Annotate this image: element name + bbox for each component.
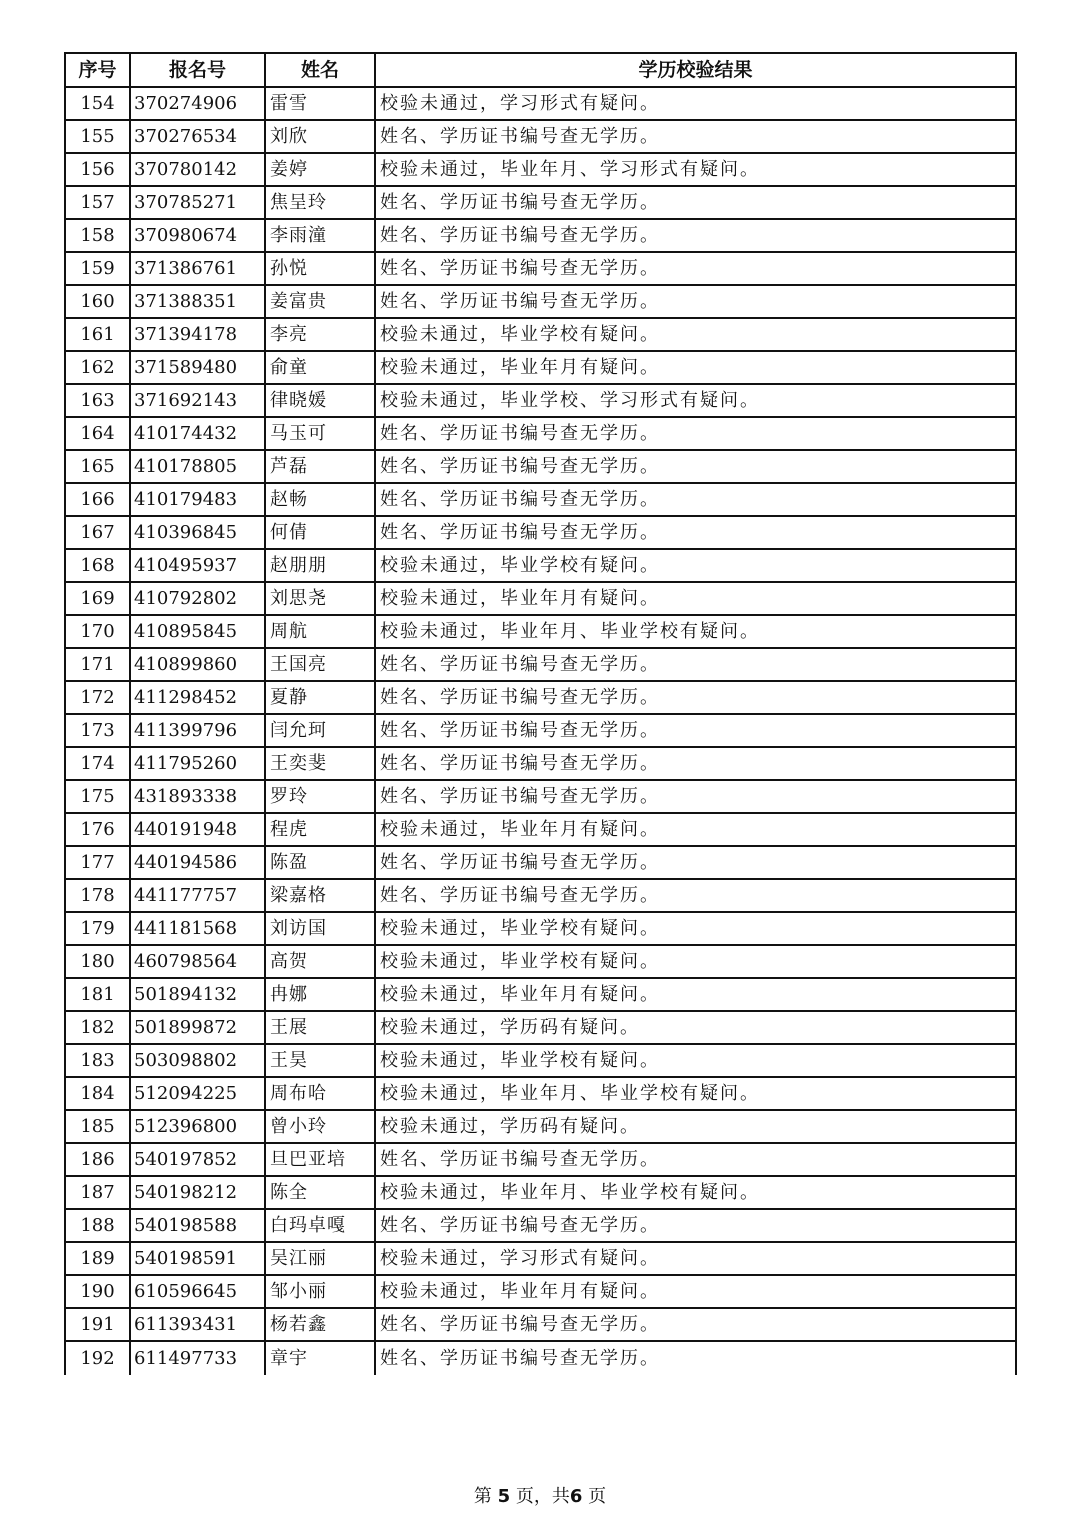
table-row xyxy=(65,549,1016,582)
cell-seq: 171 xyxy=(65,648,130,681)
cell-reg-no: 411795260 xyxy=(130,747,265,780)
table-row xyxy=(65,879,1016,912)
cell-reg-no: 410895845 xyxy=(130,615,265,648)
cell-result: 姓名、学历证书编号查无学历。 xyxy=(375,186,1016,219)
table-row xyxy=(65,714,1016,747)
cell-seq: 169 xyxy=(65,582,130,615)
cell-name: 姜婷 xyxy=(265,153,375,186)
cell-reg-no: 371388351 xyxy=(130,285,265,318)
table-row xyxy=(65,450,1016,483)
cell-result: 校验未通过，毕业年月有疑问。 xyxy=(375,351,1016,384)
cell-name: 周航 xyxy=(265,615,375,648)
cell-result: 校验未通过，学习形式有疑问。 xyxy=(375,87,1016,120)
cell-seq: 173 xyxy=(65,714,130,747)
cell-seq: 192 xyxy=(65,1341,130,1375)
table-row xyxy=(65,1242,1016,1275)
cell-result: 校验未通过，毕业年月、学习形式有疑问。 xyxy=(375,153,1016,186)
table-row xyxy=(65,285,1016,318)
cell-result: 姓名、学历证书编号查无学历。 xyxy=(375,648,1016,681)
cell-reg-no: 431893338 xyxy=(130,780,265,813)
cell-reg-no: 540197852 xyxy=(130,1143,265,1176)
table-row xyxy=(65,318,1016,351)
cell-result: 校验未通过，毕业学校有疑问。 xyxy=(375,549,1016,582)
cell-seq: 156 xyxy=(65,153,130,186)
cell-seq: 165 xyxy=(65,450,130,483)
cell-result: 校验未通过，毕业学校、学习形式有疑问。 xyxy=(375,384,1016,417)
cell-result: 校验未通过，毕业年月、毕业学校有疑问。 xyxy=(375,615,1016,648)
cell-result: 姓名、学历证书编号查无学历。 xyxy=(375,747,1016,780)
cell-seq: 158 xyxy=(65,219,130,252)
cell-name: 赵畅 xyxy=(265,483,375,516)
cell-name: 赵朋朋 xyxy=(265,549,375,582)
cell-reg-no: 410792802 xyxy=(130,582,265,615)
results-table xyxy=(64,52,1017,1375)
cell-reg-no: 410396845 xyxy=(130,516,265,549)
cell-name: 旦巴亚培 xyxy=(265,1143,375,1176)
cell-reg-no: 440191948 xyxy=(130,813,265,846)
cell-result: 姓名、学历证书编号查无学历。 xyxy=(375,1308,1016,1341)
table-row xyxy=(65,417,1016,450)
cell-reg-no: 540198212 xyxy=(130,1176,265,1209)
cell-seq: 172 xyxy=(65,681,130,714)
table-row xyxy=(65,681,1016,714)
cell-seq: 181 xyxy=(65,978,130,1011)
footer-page-number: 5 xyxy=(497,1486,511,1507)
cell-result: 姓名、学历证书编号查无学历。 xyxy=(375,219,1016,252)
cell-reg-no: 512094225 xyxy=(130,1077,265,1110)
cell-result: 姓名、学历证书编号查无学历。 xyxy=(375,285,1016,318)
footer-suffix: 页 xyxy=(588,1486,607,1507)
cell-result: 姓名、学历证书编号查无学历。 xyxy=(375,780,1016,813)
cell-reg-no: 540198591 xyxy=(130,1242,265,1275)
cell-result: 姓名、学历证书编号查无学历。 xyxy=(375,1341,1016,1375)
cell-name: 章宇 xyxy=(265,1341,375,1375)
cell-result: 校验未通过，毕业学校有疑问。 xyxy=(375,1044,1016,1077)
cell-name: 梁嘉格 xyxy=(265,879,375,912)
cell-seq: 182 xyxy=(65,1011,130,1044)
table-row xyxy=(65,1341,1016,1375)
cell-name: 律晓媛 xyxy=(265,384,375,417)
cell-reg-no: 611393431 xyxy=(130,1308,265,1341)
cell-name: 刘访国 xyxy=(265,912,375,945)
cell-name: 姜富贵 xyxy=(265,285,375,318)
cell-name: 雷雪 xyxy=(265,87,375,120)
cell-seq: 180 xyxy=(65,945,130,978)
cell-name: 王展 xyxy=(265,1011,375,1044)
cell-reg-no: 501899872 xyxy=(130,1011,265,1044)
cell-result: 校验未通过，毕业学校有疑问。 xyxy=(375,912,1016,945)
cell-reg-no: 370274906 xyxy=(130,87,265,120)
cell-seq: 159 xyxy=(65,252,130,285)
table-row xyxy=(65,186,1016,219)
table-row xyxy=(65,1077,1016,1110)
table-row xyxy=(65,1275,1016,1308)
cell-reg-no: 411399796 xyxy=(130,714,265,747)
cell-reg-no: 460798564 xyxy=(130,945,265,978)
cell-result: 姓名、学历证书编号查无学历。 xyxy=(375,516,1016,549)
cell-name: 芦磊 xyxy=(265,450,375,483)
cell-reg-no: 501894132 xyxy=(130,978,265,1011)
table-row xyxy=(65,1308,1016,1341)
header-result: 学历校验结果 xyxy=(375,53,1016,87)
cell-name: 杨若鑫 xyxy=(265,1308,375,1341)
table-row xyxy=(65,648,1016,681)
cell-reg-no: 410178805 xyxy=(130,450,265,483)
header-seq: 序号 xyxy=(65,53,130,87)
cell-name: 孙悦 xyxy=(265,252,375,285)
cell-name: 俞童 xyxy=(265,351,375,384)
cell-seq: 163 xyxy=(65,384,130,417)
cell-name: 王奕斐 xyxy=(265,747,375,780)
header-name: 姓名 xyxy=(265,53,375,87)
cell-seq: 162 xyxy=(65,351,130,384)
cell-reg-no: 540198588 xyxy=(130,1209,265,1242)
cell-reg-no: 371589480 xyxy=(130,351,265,384)
cell-seq: 174 xyxy=(65,747,130,780)
cell-result: 校验未通过，毕业年月有疑问。 xyxy=(375,582,1016,615)
cell-result: 姓名、学历证书编号查无学历。 xyxy=(375,252,1016,285)
cell-result: 姓名、学历证书编号查无学历。 xyxy=(375,120,1016,153)
cell-name: 李雨潼 xyxy=(265,219,375,252)
cell-seq: 187 xyxy=(65,1176,130,1209)
cell-name: 刘思尧 xyxy=(265,582,375,615)
table-row xyxy=(65,1143,1016,1176)
cell-reg-no: 611497733 xyxy=(130,1341,265,1375)
cell-name: 陈全 xyxy=(265,1176,375,1209)
table-row xyxy=(65,747,1016,780)
cell-seq: 160 xyxy=(65,285,130,318)
cell-seq: 188 xyxy=(65,1209,130,1242)
cell-name: 刘欣 xyxy=(265,120,375,153)
cell-name: 邹小丽 xyxy=(265,1275,375,1308)
table-row xyxy=(65,1110,1016,1143)
cell-name: 何倩 xyxy=(265,516,375,549)
cell-reg-no: 410174432 xyxy=(130,417,265,450)
cell-reg-no: 410495937 xyxy=(130,549,265,582)
cell-name: 高贺 xyxy=(265,945,375,978)
cell-reg-no: 371692143 xyxy=(130,384,265,417)
cell-reg-no: 441181568 xyxy=(130,912,265,945)
cell-result: 校验未通过，毕业年月、毕业学校有疑问。 xyxy=(375,1077,1016,1110)
cell-seq: 164 xyxy=(65,417,130,450)
cell-result: 校验未通过，毕业年月有疑问。 xyxy=(375,978,1016,1011)
cell-result: 校验未通过，毕业年月、毕业学校有疑问。 xyxy=(375,1176,1016,1209)
cell-seq: 176 xyxy=(65,813,130,846)
table-row xyxy=(65,516,1016,549)
cell-seq: 189 xyxy=(65,1242,130,1275)
cell-result: 姓名、学历证书编号查无学历。 xyxy=(375,417,1016,450)
cell-name: 冉娜 xyxy=(265,978,375,1011)
cell-seq: 185 xyxy=(65,1110,130,1143)
footer-total-pages: 6 xyxy=(569,1486,583,1507)
cell-result: 姓名、学历证书编号查无学历。 xyxy=(375,483,1016,516)
header-reg-no: 报名号 xyxy=(130,53,265,87)
table-row xyxy=(65,384,1016,417)
cell-reg-no: 410899860 xyxy=(130,648,265,681)
cell-seq: 161 xyxy=(65,318,130,351)
cell-result: 校验未通过，学历码有疑问。 xyxy=(375,1110,1016,1143)
table-row xyxy=(65,780,1016,813)
cell-name: 李亮 xyxy=(265,318,375,351)
cell-reg-no: 410179483 xyxy=(130,483,265,516)
cell-seq: 175 xyxy=(65,780,130,813)
cell-seq: 191 xyxy=(65,1308,130,1341)
table-body xyxy=(65,87,1016,1375)
cell-name: 吴江丽 xyxy=(265,1242,375,1275)
cell-reg-no: 371394178 xyxy=(130,318,265,351)
cell-name: 夏静 xyxy=(265,681,375,714)
cell-result: 校验未通过，毕业学校有疑问。 xyxy=(375,318,1016,351)
table-row xyxy=(65,351,1016,384)
table-row xyxy=(65,153,1016,186)
cell-seq: 154 xyxy=(65,87,130,120)
table-row xyxy=(65,1044,1016,1077)
table-row xyxy=(65,1176,1016,1209)
cell-reg-no: 370980674 xyxy=(130,219,265,252)
cell-reg-no: 371386761 xyxy=(130,252,265,285)
cell-name: 马玉可 xyxy=(265,417,375,450)
cell-name: 罗玲 xyxy=(265,780,375,813)
cell-seq: 177 xyxy=(65,846,130,879)
table-row xyxy=(65,615,1016,648)
cell-seq: 168 xyxy=(65,549,130,582)
table-row xyxy=(65,1011,1016,1044)
cell-seq: 190 xyxy=(65,1275,130,1308)
cell-reg-no: 370276534 xyxy=(130,120,265,153)
cell-name: 周布哈 xyxy=(265,1077,375,1110)
cell-result: 校验未通过，学习形式有疑问。 xyxy=(375,1242,1016,1275)
cell-name: 王昊 xyxy=(265,1044,375,1077)
cell-result: 姓名、学历证书编号查无学历。 xyxy=(375,450,1016,483)
cell-result: 姓名、学历证书编号查无学历。 xyxy=(375,714,1016,747)
table-row xyxy=(65,813,1016,846)
cell-result: 校验未通过，毕业年月有疑问。 xyxy=(375,1275,1016,1308)
cell-reg-no: 370785271 xyxy=(130,186,265,219)
table-row xyxy=(65,846,1016,879)
cell-result: 姓名、学历证书编号查无学历。 xyxy=(375,681,1016,714)
cell-reg-no: 440194586 xyxy=(130,846,265,879)
cell-seq: 167 xyxy=(65,516,130,549)
table-row xyxy=(65,1209,1016,1242)
table-header-row xyxy=(65,53,1016,87)
cell-seq: 178 xyxy=(65,879,130,912)
cell-name: 闫允珂 xyxy=(265,714,375,747)
cell-seq: 183 xyxy=(65,1044,130,1077)
cell-seq: 166 xyxy=(65,483,130,516)
table-row xyxy=(65,912,1016,945)
table-row xyxy=(65,219,1016,252)
table-row xyxy=(65,945,1016,978)
table-row xyxy=(65,483,1016,516)
cell-reg-no: 512396800 xyxy=(130,1110,265,1143)
cell-seq: 179 xyxy=(65,912,130,945)
cell-name: 程虎 xyxy=(265,813,375,846)
cell-result: 校验未通过，学历码有疑问。 xyxy=(375,1011,1016,1044)
footer-middle: 页，共 xyxy=(515,1486,570,1507)
cell-name: 王国亮 xyxy=(265,648,375,681)
table-row xyxy=(65,87,1016,120)
cell-name: 焦呈玲 xyxy=(265,186,375,219)
table-row xyxy=(65,252,1016,285)
cell-reg-no: 610596645 xyxy=(130,1275,265,1308)
cell-seq: 170 xyxy=(65,615,130,648)
results-table-container xyxy=(64,52,1015,1375)
cell-name: 曾小玲 xyxy=(265,1110,375,1143)
table-row xyxy=(65,582,1016,615)
cell-result: 校验未通过，毕业年月有疑问。 xyxy=(375,813,1016,846)
cell-seq: 155 xyxy=(65,120,130,153)
cell-result: 校验未通过，毕业学校有疑问。 xyxy=(375,945,1016,978)
cell-result: 姓名、学历证书编号查无学历。 xyxy=(375,1209,1016,1242)
cell-result: 姓名、学历证书编号查无学历。 xyxy=(375,846,1016,879)
cell-reg-no: 370780142 xyxy=(130,153,265,186)
cell-result: 姓名、学历证书编号查无学历。 xyxy=(375,1143,1016,1176)
cell-seq: 157 xyxy=(65,186,130,219)
table-row xyxy=(65,978,1016,1011)
cell-result: 姓名、学历证书编号查无学历。 xyxy=(375,879,1016,912)
cell-reg-no: 503098802 xyxy=(130,1044,265,1077)
table-row xyxy=(65,120,1016,153)
cell-name: 陈盈 xyxy=(265,846,375,879)
cell-name: 白玛卓嘎 xyxy=(265,1209,375,1242)
page-footer xyxy=(0,1482,1080,1508)
cell-seq: 184 xyxy=(65,1077,130,1110)
cell-reg-no: 411298452 xyxy=(130,681,265,714)
cell-reg-no: 441177757 xyxy=(130,879,265,912)
cell-seq: 186 xyxy=(65,1143,130,1176)
footer-prefix: 第 xyxy=(473,1486,492,1507)
